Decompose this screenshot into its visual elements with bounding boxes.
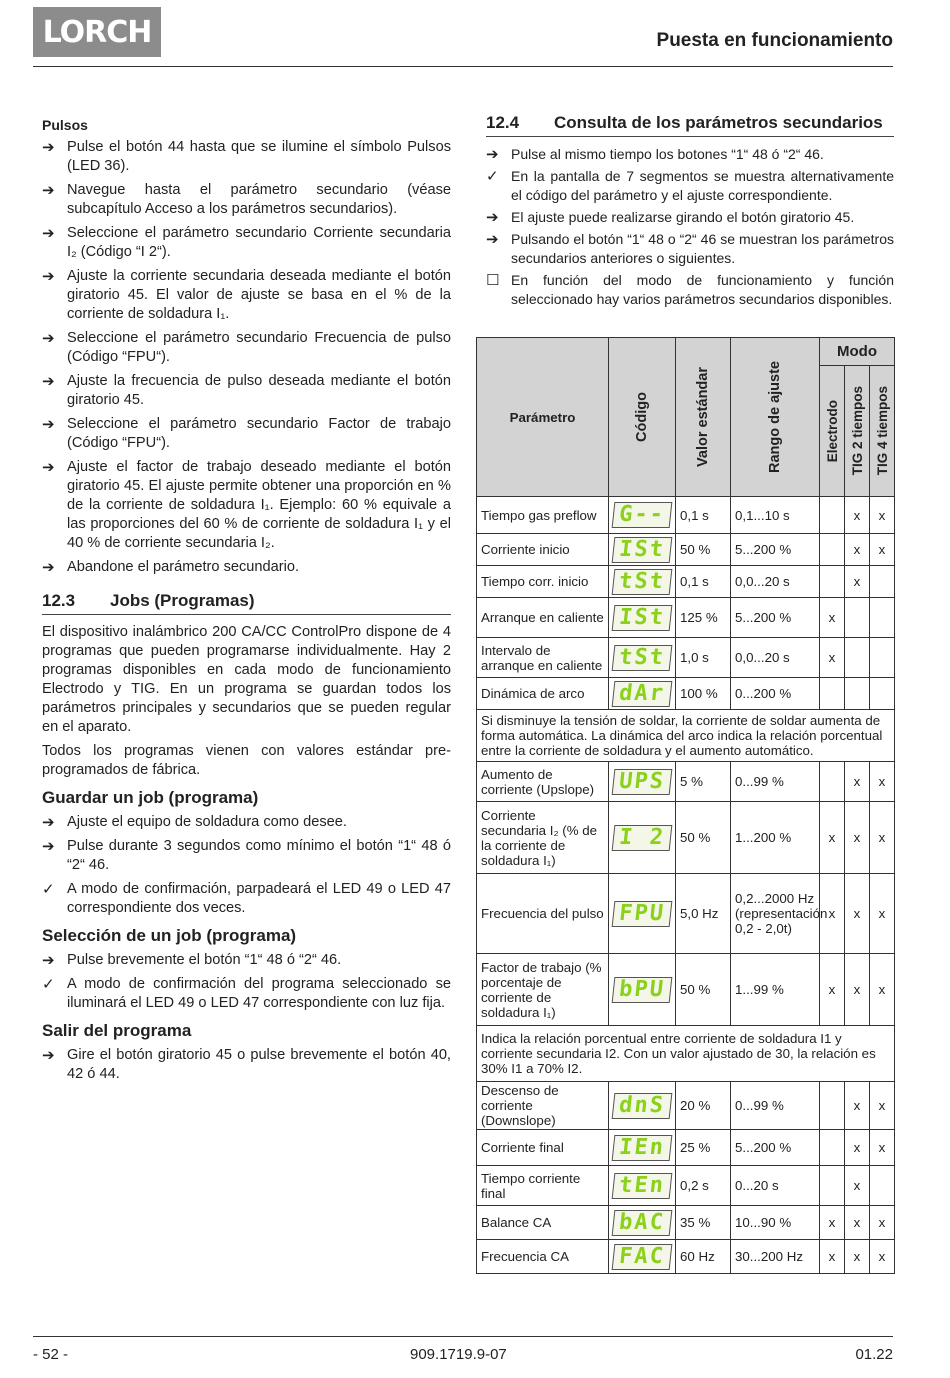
list-item-text: Pulsando el botón “1“ 48 o “2“ 46 se muestran los parámetros secundarios anteriores o siguientes. (511, 231, 894, 266)
table-row (477, 802, 895, 874)
tig-4-tiempos-mark: x (870, 802, 895, 874)
list-item (42, 458, 451, 553)
arrow-step-icon: ➔ (42, 373, 55, 390)
seven-segment-display: I 2 (612, 825, 673, 851)
arrow-step-icon: ➔ (42, 416, 55, 433)
list-item (42, 837, 451, 875)
code-cell (609, 1206, 676, 1240)
header-valor-estandar: Valor estándar (676, 338, 731, 497)
code-cell (609, 874, 676, 954)
left-column (42, 117, 451, 1089)
standard-value-cell: 1,0 s (676, 638, 731, 678)
header-modo: Modo (820, 338, 895, 366)
arrow-step-icon: ➔ (42, 1047, 55, 1064)
table-note-row (477, 710, 895, 762)
standard-value-cell: 0,2 s (676, 1166, 731, 1206)
code-cell (609, 1130, 676, 1166)
list-item-text: Seleccione el parámetro secundario Corriente secundaria I₂ (Código “I 2“). (67, 225, 451, 260)
param-cell: Tiempo gas preflow (477, 497, 609, 534)
table-row (477, 598, 895, 638)
table-row (477, 1240, 895, 1274)
document-date: 01.22 (855, 1346, 893, 1363)
seven-segment-display: dnS (612, 1093, 673, 1119)
tig-4-tiempos-mark: x (870, 762, 895, 802)
standard-value-cell: 25 % (676, 1130, 731, 1166)
seven-segment-display: tEn (612, 1173, 673, 1199)
standard-value-cell: 60 Hz (676, 1240, 731, 1274)
arrow-step-icon: ➔ (486, 231, 499, 248)
standard-value-cell: 125 % (676, 598, 731, 638)
list-item-text: A modo de confirmación del programa seleccionado se iluminará el LED 49 o LED 47 correspondiente con luz fija. (67, 976, 451, 1011)
range-cell: 5...200 % (731, 598, 820, 638)
tig-2-tiempos-mark: x (845, 954, 870, 1026)
footer-divider (33, 1336, 893, 1337)
electrodo-mark: x (820, 874, 845, 954)
param-cell: Aumento de corriente (Upslope) (477, 762, 609, 802)
standard-value-cell: 35 % (676, 1206, 731, 1240)
list-item-text: Navegue hasta el parámetro secundario (véase subcapítulo Acceso a los parámetros secundarios). (67, 182, 451, 217)
table-row (477, 534, 895, 566)
arrow-step-icon: ➔ (42, 225, 55, 242)
seven-segment-display: tSt (612, 569, 673, 595)
table-row (477, 497, 895, 534)
tig-2-tiempos-mark: x (845, 1082, 870, 1130)
table-row (477, 678, 895, 710)
page-number: - 52 - (33, 1346, 69, 1363)
code-cell (609, 802, 676, 874)
param-cell: Factor de trabajo (% porcentaje de corriente de soldadura I₁) (477, 954, 609, 1026)
header-tig-4-tiempos: TIG 4 tiempos (870, 366, 895, 497)
electrodo-mark: x (820, 802, 845, 874)
code-cell (609, 1082, 676, 1130)
secondary-parameters-table (476, 337, 895, 1274)
list-item (486, 145, 894, 164)
code-cell (609, 566, 676, 598)
param-cell: Arranque en caliente (477, 598, 609, 638)
seven-segment-display: ISt (612, 537, 673, 563)
list-item (42, 813, 451, 832)
code-cell (609, 638, 676, 678)
list-item (42, 1046, 451, 1084)
arrow-step-icon: ➔ (42, 268, 55, 285)
tig-4-tiempos-mark: x (870, 874, 895, 954)
param-cell: Tiempo corriente final (477, 1166, 609, 1206)
electrodo-mark (820, 534, 845, 566)
right-column (486, 113, 894, 312)
electrodo-mark (820, 1082, 845, 1130)
code-cell (609, 678, 676, 710)
pulsos-heading: Pulsos (42, 117, 88, 133)
tig-2-tiempos-mark: x (845, 802, 870, 874)
code-cell (609, 497, 676, 534)
list-item-text: A modo de confirmación, parpadeará el LED 49 o LED 47 correspondiente dos veces. (67, 881, 451, 916)
seven-segment-display: FPU (612, 901, 673, 927)
tig-4-tiempos-mark (870, 566, 895, 598)
header-codigo: Código (609, 338, 676, 497)
electrodo-mark (820, 762, 845, 802)
tig-4-tiempos-mark: x (870, 497, 895, 534)
table-row (477, 638, 895, 678)
range-cell: 10...90 % (731, 1206, 820, 1240)
list-item-text: Gire el botón giratorio 45 o pulse brevemente el botón 40, 42 ó 44. (67, 1047, 451, 1082)
tig-4-tiempos-mark: x (870, 954, 895, 1026)
list-item (42, 975, 451, 1013)
tig-2-tiempos-mark (845, 598, 870, 638)
table-note: Indica la relación porcentual entre corriente de soldadura I1 y corriente secundaria I2. Con un valor ajustado de 30, la relación es 30% I1 a 70% I2. (477, 1026, 895, 1082)
salir-heading: Salir del programa (42, 1021, 192, 1040)
section-title: Consulta de los parámetros secundarios (554, 113, 883, 132)
tig-2-tiempos-mark: x (845, 534, 870, 566)
table-row (477, 1166, 895, 1206)
list-item-text: Ajuste el equipo de soldadura como desee. (67, 814, 347, 830)
tig-2-tiempos-mark: x (845, 874, 870, 954)
list-item-text: En función del modo de funcionamiento y función seleccionado hay varios parámetros secundarios disponibles. (511, 272, 894, 307)
tig-4-tiempos-mark (870, 678, 895, 710)
list-item (42, 138, 451, 176)
arrow-step-icon: ➔ (42, 952, 55, 969)
header-rango-de-ajuste: Rango de ajuste (731, 338, 820, 497)
checkbox-note-icon: ☐ (486, 272, 500, 289)
standard-value-cell: 50 % (676, 534, 731, 566)
param-cell: Corriente final (477, 1130, 609, 1166)
tig-2-tiempos-mark: x (845, 1166, 870, 1206)
table-row (477, 762, 895, 802)
code-cell (609, 534, 676, 566)
param-cell: Balance CA (477, 1206, 609, 1240)
list-item (42, 181, 451, 219)
electrodo-mark: x (820, 598, 845, 638)
tig-4-tiempos-mark (870, 638, 895, 678)
param-cell: Dinámica de arco (477, 678, 609, 710)
table-row (477, 1130, 895, 1166)
list-item-text: En la pantalla de 7 segmentos se muestra alternativamente el código del parámetro y el ajuste correspondiente. (511, 168, 894, 203)
parameter-rows (477, 497, 895, 1274)
range-cell: 0,0...20 s (731, 566, 820, 598)
tig-2-tiempos-mark: x (845, 566, 870, 598)
header-parametro: Parámetro (477, 338, 609, 497)
tig-2-tiempos-mark (845, 638, 870, 678)
arrow-step-icon: ➔ (42, 838, 55, 855)
standard-value-cell: 50 % (676, 802, 731, 874)
tig-2-tiempos-mark: x (845, 497, 870, 534)
seven-segment-display: FAC (612, 1244, 673, 1270)
list-item (42, 951, 451, 970)
tig-2-tiempos-mark: x (845, 1206, 870, 1240)
arrow-step-icon: ➔ (42, 459, 55, 476)
electrodo-mark: x (820, 638, 845, 678)
electrodo-mark (820, 1166, 845, 1206)
consulta-list (486, 145, 894, 309)
guardar-list (42, 813, 451, 918)
list-item-text: Ajuste la frecuencia de pulso deseada mediante el botón giratorio 45. (67, 373, 451, 408)
arrow-step-icon: ➔ (486, 209, 499, 226)
list-item (42, 267, 451, 324)
tig-2-tiempos-mark: x (845, 1240, 870, 1274)
param-cell: Frecuencia del pulso (477, 874, 609, 954)
list-item-text: Abandone el parámetro secundario. (67, 559, 300, 575)
arrow-step-icon: ➔ (486, 146, 499, 163)
list-item-text: Seleccione el parámetro secundario Factor de trabajo (Código “FPU“). (67, 416, 451, 451)
electrodo-mark: x (820, 1206, 845, 1240)
tig-4-tiempos-mark: x (870, 534, 895, 566)
range-cell: 0,1...10 s (731, 497, 820, 534)
standard-value-cell: 0,1 s (676, 497, 731, 534)
list-item (486, 271, 894, 309)
standard-value-cell: 20 % (676, 1082, 731, 1130)
list-item (486, 208, 894, 227)
range-cell: 0...99 % (731, 762, 820, 802)
standard-value-cell: 0,1 s (676, 566, 731, 598)
list-item-text: El ajuste puede realizarse girando el botón giratorio 45. (511, 209, 855, 225)
electrodo-mark (820, 678, 845, 710)
arrow-step-icon: ➔ (42, 330, 55, 347)
list-item (486, 167, 894, 205)
param-cell: Corriente inicio (477, 534, 609, 566)
range-cell: 0...200 % (731, 678, 820, 710)
list-item (486, 230, 894, 268)
section-number: 12.4 (486, 113, 520, 132)
param-cell: Frecuencia CA (477, 1240, 609, 1274)
standard-value-cell: 5 % (676, 762, 731, 802)
list-item-text: Pulse al mismo tiempo los botones “1“ 48 ó “2“ 46. (511, 146, 824, 162)
tig-4-tiempos-mark: x (870, 1130, 895, 1166)
seleccion-heading: Selección de un job (programa) (42, 926, 297, 945)
tig-2-tiempos-mark (845, 678, 870, 710)
param-cell: Tiempo corr. inicio (477, 566, 609, 598)
section-12-4-heading (486, 113, 894, 137)
table-row (477, 954, 895, 1026)
table-note: Si disminuye la tensión de soldar, la corriente de soldar aumenta de forma automática. La dinámica del arco indica la relación porcentual entre la corriente de soldadura y el aumento automático. (477, 710, 895, 762)
param-cell: Descenso de corriente (Downslope) (477, 1082, 609, 1130)
list-item-text: Seleccione el parámetro secundario Frecuencia de pulso (Código “FPU“). (67, 330, 451, 365)
range-cell: 1...99 % (731, 954, 820, 1026)
section-12-3-heading (42, 591, 451, 615)
range-cell: 0...20 s (731, 1166, 820, 1206)
code-cell (609, 954, 676, 1026)
guardar-heading: Guardar un job (programa) (42, 788, 259, 807)
tig-4-tiempos-mark (870, 598, 895, 638)
electrodo-mark (820, 497, 845, 534)
seleccion-list (42, 951, 451, 1013)
table-row (477, 1206, 895, 1240)
list-item (42, 558, 451, 577)
seven-segment-display: UPS (612, 769, 673, 795)
table-row (477, 566, 895, 598)
section-title: Jobs (Programas) (110, 591, 255, 610)
range-cell: 30...200 Hz (731, 1240, 820, 1274)
header-tig-2-tiempos: TIG 2 tiempos (845, 366, 870, 497)
electrodo-mark: x (820, 1240, 845, 1274)
range-cell: 0...99 % (731, 1082, 820, 1130)
arrow-step-icon: ➔ (42, 559, 55, 576)
list-item (42, 329, 451, 367)
table-note-row (477, 1026, 895, 1082)
pulsos-list (42, 138, 451, 577)
list-item (42, 224, 451, 262)
section-number: 12.3 (42, 591, 76, 610)
seven-segment-display: ISt (612, 605, 673, 631)
range-cell: 1...200 % (731, 802, 820, 874)
list-item-text: Ajuste la corriente secundaria deseada mediante el botón giratorio 45. El valor de ajuste se basa en el % de la corriente de soldadura I₁. (67, 268, 451, 322)
list-item-text: Ajuste el factor de trabajo deseado mediante el botón giratorio 45. El ajuste permite obtener una proporción en % de la corriente de soldadura I₁. Ejemplo: 60 % equivale a las proporciones del 60 % de corriente de soldadura I₁ y el 40 % de corriente secundaria I₂. (67, 459, 451, 551)
param-cell: Intervalo de arranque en caliente (477, 638, 609, 678)
seven-segment-display: G-- (612, 502, 673, 528)
tig-4-tiempos-mark (870, 1166, 895, 1206)
seven-segment-display: tSt (612, 645, 673, 671)
code-cell (609, 1166, 676, 1206)
param-cell: Corriente secundaria I₂ (% de la corriente de soldadura I₁) (477, 802, 609, 874)
tig-2-tiempos-mark: x (845, 762, 870, 802)
seven-segment-display: bAC (612, 1210, 673, 1236)
document-number: 909.1719.9-07 (410, 1346, 507, 1363)
lorch-logo: LORCH (33, 7, 161, 57)
seven-segment-display: IEn (612, 1135, 673, 1161)
range-cell: 5...200 % (731, 534, 820, 566)
list-item-text: Pulse el botón 44 hasta que se ilumine el símbolo Pulsos (LED 36). (67, 139, 451, 174)
tig-4-tiempos-mark: x (870, 1082, 895, 1130)
electrodo-mark: x (820, 954, 845, 1026)
list-item-text: Pulse durante 3 segundos como mínimo el botón “1“ 48 ó “2“ 46. (67, 838, 451, 873)
electrodo-mark (820, 566, 845, 598)
table-row (477, 874, 895, 954)
jobs-paragraph-2: Todos los programas vienen con valores estándar pre-programados de fábrica. (42, 743, 451, 778)
list-item (42, 415, 451, 453)
tig-2-tiempos-mark: x (845, 1130, 870, 1166)
code-cell (609, 762, 676, 802)
list-item (42, 372, 451, 410)
check-result-icon: ✓ (42, 881, 55, 898)
jobs-paragraph-1: El dispositivo inalámbrico 200 CA/CC ControlPro dispone de 4 programas que pueden programarse individualmente. Hay 2 programas disponibles en cada modo de funcionamiento Electrodo y TIG. En un programa se guardan todos los parámetros principales y secundarios que se pueden regular en el aparato. (42, 624, 451, 735)
seven-segment-display: bPU (612, 977, 673, 1003)
electrodo-mark (820, 1130, 845, 1166)
standard-value-cell: 50 % (676, 954, 731, 1026)
arrow-step-icon: ➔ (42, 139, 55, 156)
header-divider (33, 66, 893, 67)
check-result-icon: ✓ (42, 976, 55, 993)
arrow-step-icon: ➔ (42, 182, 55, 199)
list-item (42, 880, 451, 918)
seven-segment-display: dAr (612, 681, 673, 707)
page-header-title: Puesta en funcionamiento (656, 30, 893, 51)
tig-4-tiempos-mark: x (870, 1206, 895, 1240)
range-cell: 0,2...2000 Hz (representación 0,2 - 2,0t) (731, 874, 820, 954)
range-cell: 0,0...20 s (731, 638, 820, 678)
standard-value-cell: 100 % (676, 678, 731, 710)
list-item-text: Pulse brevemente el botón “1“ 48 ó “2“ 46. (67, 952, 342, 968)
table-row (477, 1082, 895, 1130)
header-electrodo: Electrodo (820, 366, 845, 497)
check-result-icon: ✓ (486, 168, 499, 185)
code-cell (609, 598, 676, 638)
salir-list (42, 1046, 451, 1084)
range-cell: 5...200 % (731, 1130, 820, 1166)
standard-value-cell: 5,0 Hz (676, 874, 731, 954)
tig-4-tiempos-mark: x (870, 1240, 895, 1274)
arrow-step-icon: ➔ (42, 814, 55, 831)
code-cell (609, 1240, 676, 1274)
